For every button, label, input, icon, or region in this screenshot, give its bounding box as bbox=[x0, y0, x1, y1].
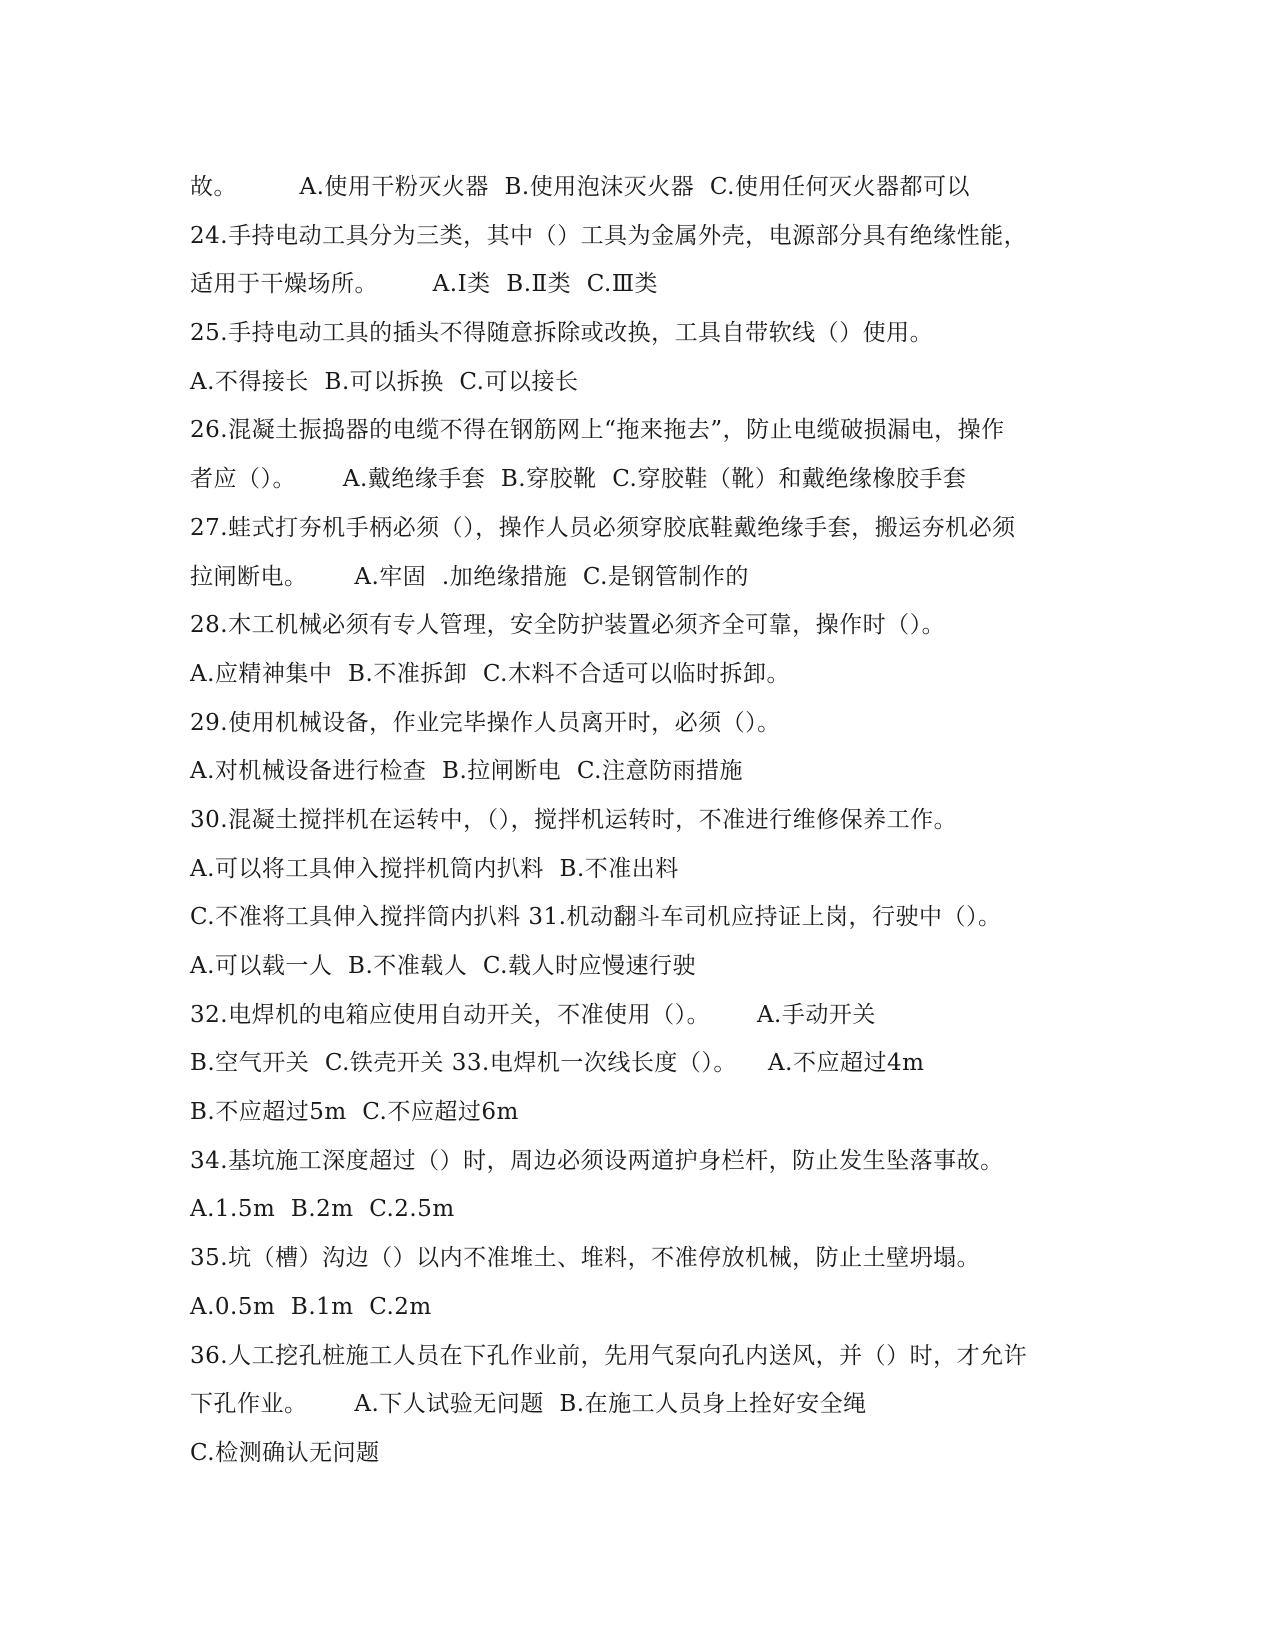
text-line: 25.手持电动工具的插头不得随意拆除或改换，工具自带软线（）使用。 bbox=[190, 320, 934, 347]
text-line: C.检测确认无问题 bbox=[190, 1439, 380, 1466]
text-line: 适用于干燥场所。 A.Ⅰ类 B.Ⅱ类 C.Ⅲ类 bbox=[190, 271, 659, 298]
text-line: 者应（）。 A.戴绝缘手套 B.穿胶靴 C.穿胶鞋（靴）和戴绝缘橡胶手套 bbox=[190, 466, 967, 493]
text-line: 29.使用机械设备，作业完毕操作人员离开时，必须（）。 bbox=[190, 709, 781, 736]
text-line: A.可以将工具伸入搅拌机筒内扒料 B.不准出料 bbox=[190, 855, 679, 882]
text-line: A.对机械设备进行检查 B.拉闸断电 C.注意防雨措施 bbox=[190, 758, 743, 785]
text-line: 27.蛙式打夯机手柄必须（），操作人员必须穿胶底鞋戴绝缘手套，搬运夯机必须 bbox=[190, 514, 1016, 541]
text-line: C.不准将工具伸入搅拌筒内扒料 31.机动翻斗车司机应持证上岗，行驶中（）。 bbox=[190, 904, 1002, 931]
text-line: 30.混凝土搅拌机在运转中，（），搅拌机运转时，不准进行维修保养工作。 bbox=[190, 806, 958, 833]
text-line: 故。 A.使用干粉灭火器 B.使用泡沫灭火器 C.使用任何灭火器都可以 bbox=[190, 174, 970, 200]
text-line: 28.木工机械必须有专人管理，安全防护装置必须齐全可靠，操作时（）。 bbox=[190, 612, 946, 639]
text-line: 26.混凝土振捣器的电缆不得在钢筋网上“拖来拖去”，防止电缆破损漏电，操作 bbox=[190, 417, 1005, 444]
text-line: 35.坑（槽）沟边（）以内不准堆土、堆料，不准停放机械，防止土壁坍塌。 bbox=[190, 1245, 981, 1272]
text-line: B.不应超过5m C.不应超过6m bbox=[190, 1099, 519, 1126]
text-line: A.可以载一人 B.不准载人 C.载人时应慢速行驶 bbox=[190, 953, 696, 979]
text-line: 32.电焊机的电箱应使用自动开关，不准使用（）。 A.手动开关 bbox=[190, 1001, 876, 1028]
text-line: 24.手持电动工具分为三类，其中（）工具为金属外壳，电源部分具有绝缘性能， bbox=[190, 222, 1028, 249]
text-line: B.空气开关 C.铁壳开关 33.电焊机一次线长度（）。 A.不应超过4m bbox=[190, 1050, 925, 1077]
text-line: A.不得接长 B.可以拆换 C.可以接长 bbox=[190, 368, 579, 395]
text-line: A.应精神集中 B.不准拆卸 C.木料不合适可以临时拆卸。 bbox=[190, 660, 790, 687]
document-body bbox=[190, 163, 1090, 1478]
text-line: A.1.5m B.2m C.2.5m bbox=[190, 1196, 455, 1223]
text-line: 拉闸断电。 A.牢固 .加绝缘措施 C.是钢管制作的 bbox=[190, 563, 749, 590]
text-line: 34.基坑施工深度超过（）时，周边必须设两道护身栏杆，防止发生坠落事故。 bbox=[190, 1147, 1004, 1174]
text-line: 下孔作业。 A.下人试验无问题 B.在施工人员身上拴好安全绳 bbox=[190, 1391, 867, 1418]
text-line: A.0.5m B.1m C.2m bbox=[190, 1293, 432, 1320]
text-line: 36.人工挖孔桩施工人员在下孔作业前，先用气泵向孔内送风，并（）时，才允许 bbox=[190, 1342, 1028, 1369]
